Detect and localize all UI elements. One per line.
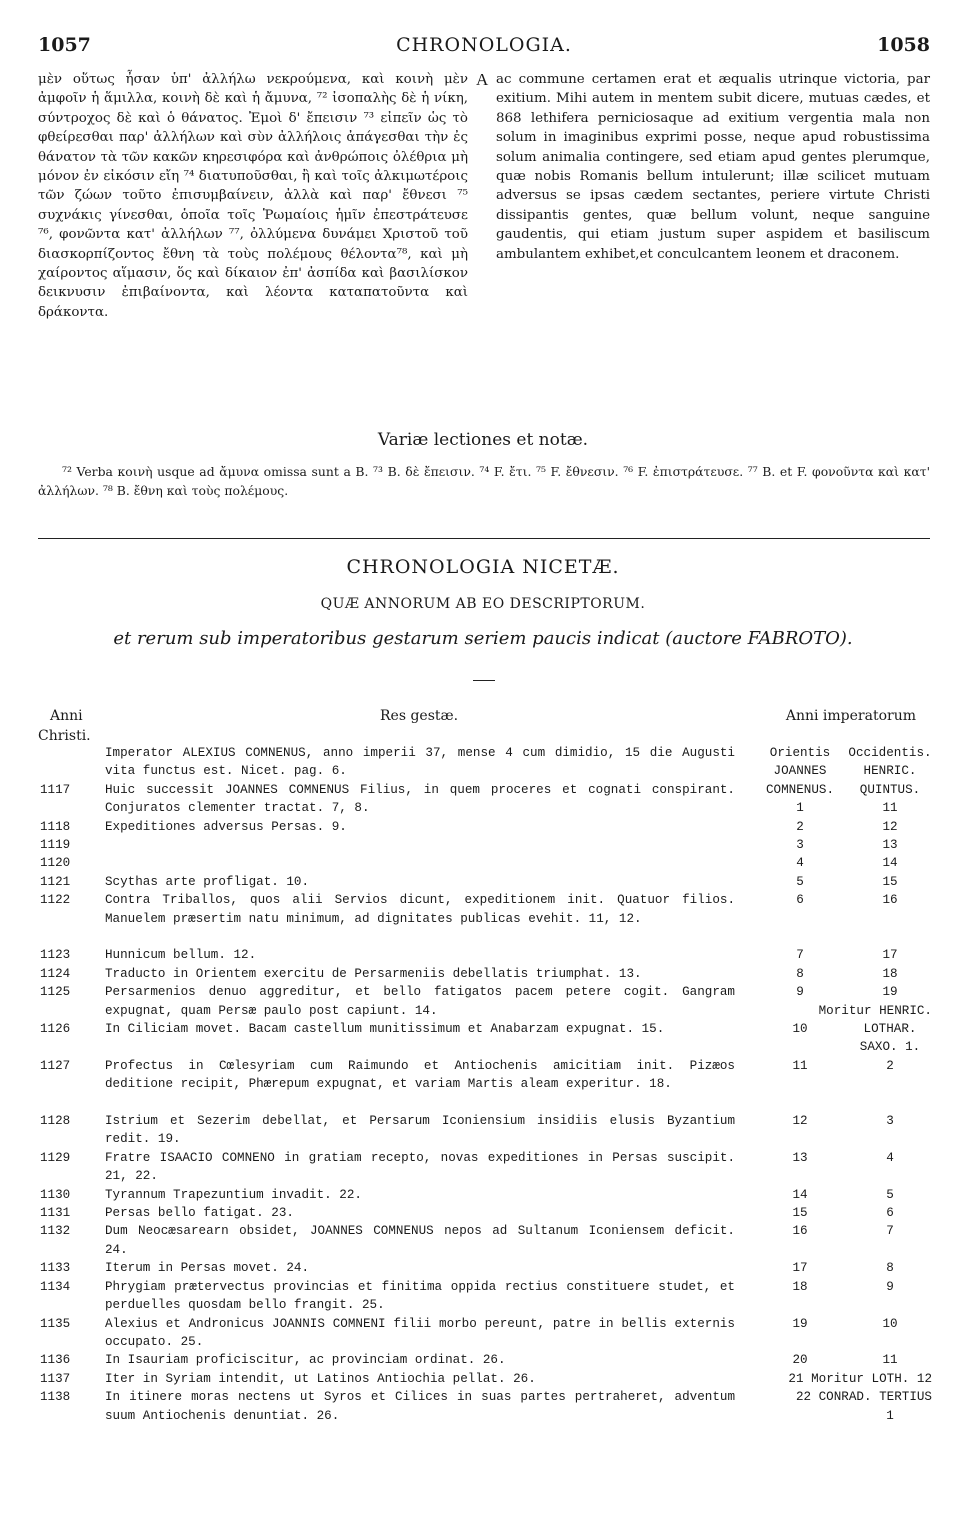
orientis-cell: 18	[792, 1279, 808, 1294]
orientis-cell: 11	[792, 1058, 808, 1073]
imperator-note-cell-2: Moritur HENRIC.	[818, 1003, 932, 1018]
occidentis-cell: 5	[886, 1187, 894, 1202]
footnote-text: ⁷² Verba κοινὴ usque ad ἄμυνα omissa sunt a B. ⁷³ B. δὲ ἔπεισιν. ⁷⁴ F. ἔτι. ⁷⁵ F. ἔθνεσιν. ⁷⁶ F. ἐπιστράτευσε. ⁷⁷ B. et F. φονοῦντα καὶ κατ' ἀλλήλων. ⁷⁸ B. ἔθνη καὶ τοὺς πολέμους.	[38, 464, 930, 498]
occidentis-cell: 9	[886, 1279, 894, 1294]
res-gestae-cell: Istrium et Sezerim debellat, et Persarum Iconiensium insidiis elusis Byzantium redit. 19.	[105, 1114, 735, 1147]
page-number-right: 1058	[877, 34, 930, 56]
year-cell: 1132	[40, 1224, 71, 1239]
year-cell: 1138	[40, 1390, 71, 1405]
occidentis-cell: 8	[886, 1261, 894, 1276]
occidentis-cell-2: 11	[882, 801, 898, 816]
col-anni-imperatorum: Anni imperatorum	[785, 708, 916, 724]
table-row	[0, 1186, 966, 1204]
table-row	[0, 1370, 966, 1388]
table-row	[0, 818, 966, 836]
orientis-cell: 5	[796, 874, 804, 889]
table-row	[0, 1278, 966, 1315]
occidentis-cell: 16	[882, 893, 898, 908]
year-cell: 1137	[40, 1371, 71, 1386]
occidentis-cell: QUINTUS.	[859, 782, 921, 797]
table-row	[0, 1315, 966, 1352]
res-gestae-cell: Alexius et Andronicus JOANNIS COMNENI filii morbo pereunt, patre in bellis externis occupato. 25.	[105, 1316, 735, 1349]
res-gestae-cell: Scythas arte profligat. 10.	[105, 874, 310, 889]
occidentis-cell: 4	[886, 1150, 894, 1165]
year-cell: 1123	[40, 948, 71, 963]
section-subtitle-italic: et rerum sub imperatoribus gestarum seriem paucis indicat (auctore FABROTO).	[113, 628, 853, 649]
table-row	[0, 1388, 966, 1425]
occidentis-cell: 10	[882, 1316, 898, 1331]
orientis-cell: 13	[792, 1150, 808, 1165]
year-cell: 1118	[40, 819, 71, 834]
occidentis-cell: 3	[886, 1114, 894, 1129]
occidentis-cell-2: SAXO. 1.	[859, 1040, 921, 1055]
orientis-cell: 8	[796, 966, 804, 981]
res-gestae-cell: Profectus in Cœlesyriam cum Raimundo et Antiochenis amicitiam init. Pizæos deditione recipit, Phærepum expugnat, et variam Martis aleam experitur. 18.	[105, 1058, 735, 1092]
occidentis-cell: LOTHAR.	[863, 1022, 917, 1037]
table-row	[0, 873, 966, 891]
orientis-cell-2: JOANNES	[773, 764, 827, 779]
year-cell: 1136	[40, 1353, 71, 1368]
res-gestae-cell: Imperator ALEXIUS COMNENUS, anno imperii 37, mense 4 cum dimidio, 15 die Augusti vita functus est. Nicet. pag. 6.	[105, 746, 735, 779]
occidentis-cell: 6	[886, 1206, 894, 1221]
table-row	[0, 1112, 966, 1149]
year-cell: 1127	[40, 1058, 71, 1073]
year-cell: 1117	[40, 782, 71, 797]
table-row	[0, 1259, 966, 1277]
table-row	[0, 891, 966, 946]
occidentis-cell-2: HENRIC.	[863, 764, 917, 779]
margin-marker: A	[476, 70, 489, 89]
year-cell: 1120	[40, 856, 71, 871]
year-cell: 1122	[40, 893, 71, 908]
orientis-cell: 16	[792, 1224, 808, 1239]
res-gestae-cell: Hunnicum bellum. 12.	[105, 948, 257, 963]
table-row	[0, 744, 966, 781]
title-dash	[473, 680, 495, 681]
occidentis-cell: 19	[882, 985, 898, 1000]
year-cell: 1124	[40, 966, 71, 981]
res-gestae-cell	[105, 854, 735, 872]
table-row	[0, 1057, 966, 1112]
occidentis-cell: 14	[882, 856, 898, 871]
orientis-cell: 19	[792, 1316, 808, 1331]
res-gestae-cell: Fratre ISAACIO COMNENO in gratiam recepto, novas expeditiones in Persas suscipit. 21, 22.	[105, 1150, 735, 1184]
footnotes	[38, 462, 930, 500]
table-row	[0, 1351, 966, 1369]
year-cell: 1121	[40, 874, 71, 889]
section-subtitle: QUÆ ANNORUM AB EO DESCRIPTORUM.	[320, 596, 646, 612]
occidentis-cell: 2	[886, 1058, 894, 1073]
page-number-left: 1057	[38, 34, 91, 56]
occidentis-cell: 15	[882, 874, 898, 889]
occidentis-cell: 13	[882, 838, 898, 853]
table-row	[0, 983, 966, 1020]
year-cell: 1125	[40, 985, 71, 1000]
orientis-cell: 6	[796, 893, 804, 908]
table-row	[0, 1204, 966, 1222]
orientis-cell: 20	[792, 1353, 808, 1368]
page-header	[38, 34, 930, 58]
occidentis-cell: 18	[882, 966, 898, 981]
table-row	[0, 854, 966, 872]
occidentis-cell: 7	[886, 1224, 894, 1239]
res-gestae-cell: In Ciliciam movet. Bacam castellum munitissimum et Anabarzam expugnat. 15.	[105, 1022, 665, 1037]
res-gestae-cell	[105, 836, 735, 854]
variae-lectiones-title: Variæ lectiones et notæ.	[377, 430, 589, 450]
year-cell: 1130	[40, 1187, 71, 1202]
year-cell: 1135	[40, 1316, 71, 1331]
res-gestae-cell: Phrygiam prætervectus provincias et finitima oppida rectius constituere studet, et perduelles quosdam bello frangit. 25.	[105, 1279, 735, 1313]
occidentis-cell: Occidentis.	[848, 746, 932, 760]
res-gestae-cell: Iter in Syriam intendit, ut Latinos Antiochia pellat. 26.	[105, 1371, 536, 1386]
greek-column	[38, 70, 468, 322]
year-cell: 1133	[40, 1261, 71, 1276]
orientis-cell: 17	[792, 1261, 808, 1276]
table-row	[0, 946, 966, 964]
res-gestae-cell: Tyrannum Trapezuntium invadit. 22.	[105, 1187, 362, 1202]
res-gestae-cell: In itinere moras nectens ut Syros et Cilices in suas partes pertraheret, adventum suum Antiochenis denuntiat. 26.	[105, 1390, 735, 1423]
res-gestae-cell: In Isauriam proficiscitur, ac provinciam ordinat. 26.	[105, 1353, 506, 1368]
section-divider	[38, 538, 930, 539]
table-row	[0, 1149, 966, 1186]
col-christi: Christi.	[38, 728, 91, 744]
res-gestae-cell: Persas bello fatigat. 23.	[105, 1206, 294, 1221]
res-gestae-cell: Contra Triballos, quos alii Servios dicunt, expeditionem init. Quatuor filios. Manuelem præsertim natu minimum, ad dignitates publicas evehit. 11, 12.	[105, 893, 735, 926]
occidentis-cell: 11	[882, 1353, 898, 1368]
table-row	[0, 781, 966, 818]
year-cell: 1129	[40, 1150, 71, 1165]
col-res-gestae: Res gestæ.	[380, 708, 459, 724]
table-row	[0, 1020, 966, 1057]
res-gestae-cell: Huic successit JOANNES COMNENUS Filius, in quem proceres et cognati conspirant. Conjuratos clementer tractat. 7, 8.	[105, 782, 735, 816]
orientis-cell: 9	[796, 985, 804, 1000]
chronology-table	[0, 744, 966, 1425]
res-gestae-cell: Dum Neocæsarearn obsidet, JOANNES COMNENUS nepos ad Sultanum Iconiensem deficit. 24.	[105, 1224, 735, 1257]
orientis-cell: Orientis	[769, 746, 831, 760]
orientis-cell: 12	[792, 1114, 808, 1129]
year-cell: 1119	[40, 838, 71, 853]
res-gestae-cell: Iterum in Persas movet. 24.	[105, 1261, 310, 1276]
latin-paragraph: ac commune certamen erat et æqualis utrinque victoria, par exitium. Mihi autem in mentem subit dicere, mutuas cædes, et 868 lethifera perniciosaque ad exitium vergentia mala non solum in imaginibus exprimi posse, neque apud robustissima solum animalia contingere, sed etiam apud gentes plerumque, quæ nobis Romanis bellum intulerunt; illæ scilicet mutuam adversus se ipsas cædem sectantes, periere virtute Christi dissipantis gentes, quæ bellum volunt, neque sanguine gaudentis, qui etiam justum super aspidem et basiliscum ambulantem exhibet,et conculcantem leonem et draconem.	[496, 72, 930, 262]
res-gestae-cell: Persarmenios denuo aggreditur, et bello fatigatos pacem petere cogit. Gangram expugnat, quam Persæ paulo post capiunt. 14.	[105, 985, 735, 1018]
orientis-cell: 4	[796, 856, 804, 871]
orientis-cell: 10	[792, 1022, 808, 1037]
imperator-note-cell: 22 CONRAD. TERTIUS	[795, 1390, 932, 1405]
orientis-cell: 14	[792, 1187, 808, 1202]
res-gestae-cell: Expeditiones adversus Persas. 9.	[105, 819, 347, 834]
year-cell: 1126	[40, 1022, 71, 1037]
orientis-cell-2: 1	[796, 801, 804, 816]
table-row	[0, 836, 966, 854]
orientis-cell: 15	[792, 1206, 808, 1221]
orientis-cell: 7	[796, 948, 804, 963]
imperator-note-cell: 21 Moritur LOTH. 12	[788, 1371, 932, 1386]
orientis-cell: COMNENUS.	[765, 782, 835, 797]
orientis-cell: 2	[796, 819, 804, 834]
occidentis-cell: 12	[882, 819, 898, 834]
running-title: CHRONOLOGIA.	[396, 34, 572, 56]
table-row	[0, 965, 966, 983]
table-header	[38, 708, 930, 748]
res-gestae-cell: Traducto in Orientem exercitu de Persarmeniis debellatis triumphat. 13.	[105, 966, 642, 981]
greek-paragraph: μὲν οὕτως ἦσαν ὑπ' ἀλλήλω νεκρούμενα, καὶ κοινὴ μὲν ἀμφοῖν ἡ ἅμιλλα, κοινὴ δὲ καὶ ἡ ἄμυνα, ⁷² ἰσοπαλὴς δὲ ἡ νίκη, σύντροχος δὲ καὶ ὁ θάνατος. Ἐμοὶ δ' ἔπεισιν ⁷³ εἰπεῖν ὡς τὸ φθείρεσθαι παρ' ἀλλήλων καὶ σὺν ἀλλήλοις ἀπάγεσθαι τὴν ἐς θάνατον τὰ τῶν κακῶν κηρεσιφόρα καὶ ἀνθρώποις ὀλέθρια μὴ μόνον ἐν εἰκόσιν εἴη ⁷⁴ διατυποῦσθαι, ἢ καὶ τοῖς ἀλκιμωτέροις τῶν ζώων τοῦτο ἐπισυμβαίνειν, ἀλλὰ καὶ παρ' ἔθνεσι ⁷⁵ συχνάκις γίνεσθαι, ὁποῖα τοῖς Ῥωμαίοις ἡμῖν ἐπεστράτευσε ⁷⁶, φονῶντα κατ' ἀλλήλων ⁷⁷, ὀλλύμενα δυνάμει Χριστοῦ τοῦ διασκορπίζοντος ἔθνη τὰ τοὺς πολέμους θέλοντα⁷⁸, καὶ μὴ χαίροντος αἵμασιν, ὅς καὶ δίκαιον ἐπ' ἀσπίδα καὶ βασιλίσκον δεικνυσιν ἐπιβαίνοντα, καὶ λέοντα καταπατοῦντα καὶ δράκοντα.	[38, 72, 468, 320]
table-row	[0, 1222, 966, 1259]
col-anni: Anni	[50, 708, 83, 724]
section-title: CHRONOLOGIA NICETÆ.	[346, 556, 620, 578]
latin-column	[496, 70, 930, 264]
year-cell: 1128	[40, 1114, 71, 1129]
occidentis-cell-2: 1	[886, 1408, 894, 1423]
year-cell: 1131	[40, 1206, 71, 1221]
occidentis-cell: 17	[882, 948, 898, 963]
orientis-cell: 3	[796, 838, 804, 853]
year-cell: 1134	[40, 1279, 71, 1294]
